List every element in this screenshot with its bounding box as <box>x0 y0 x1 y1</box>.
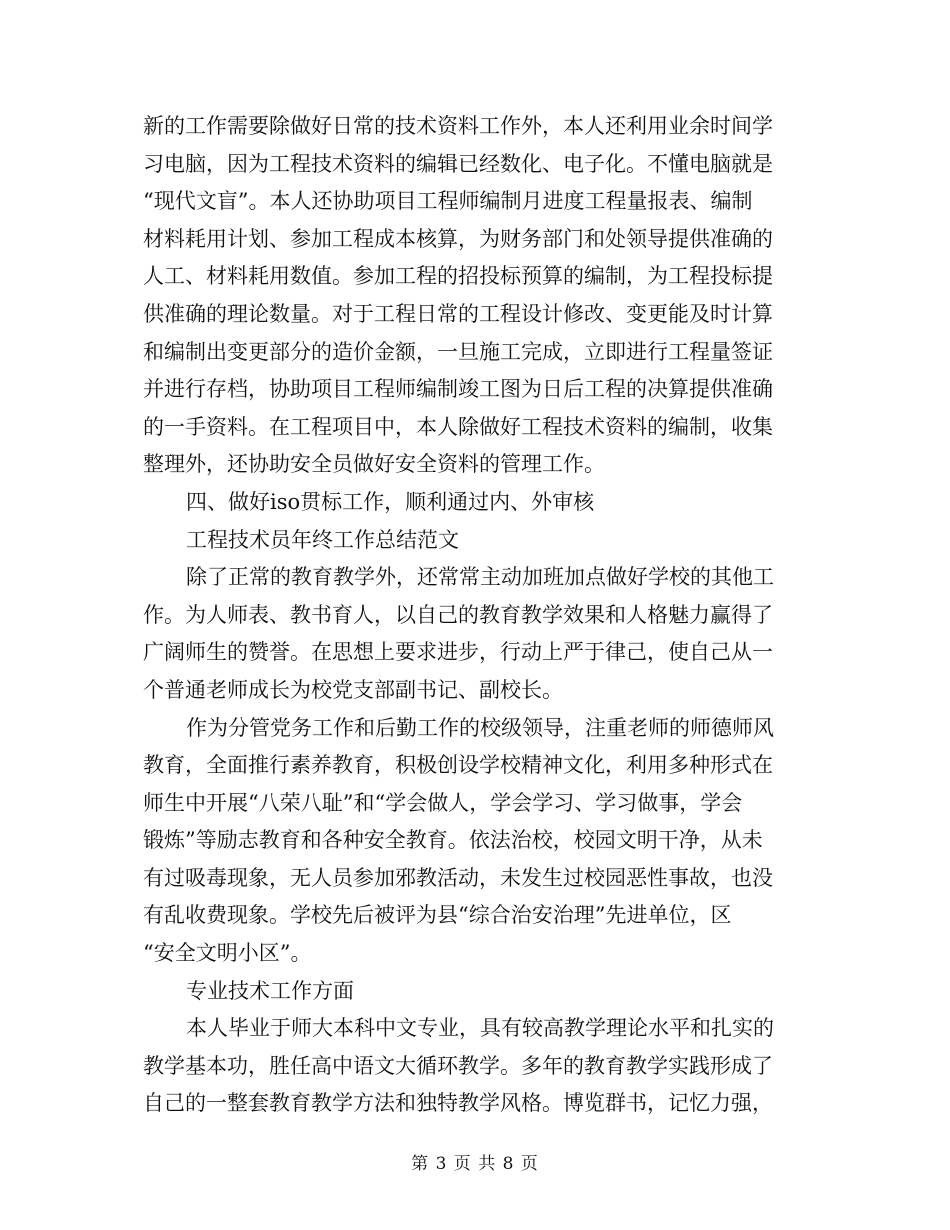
text-line: 专业技术工作方面 <box>186 978 354 1003</box>
text-line: 材料耗用计划、参加工程成本核算，为财务部门和处领导提供准确的 <box>143 226 773 251</box>
text-line: 师生中开展“八荣八耻”和“学会做人，学会学习、学习做事，学会 <box>143 790 743 815</box>
document-body <box>143 108 803 1123</box>
text-line: 自己的一整套教育教学方法和独特教学风格。博览群书，记忆力强， <box>143 1091 773 1116</box>
text-line: 广阔师生的赞誉。在思想上要求进步，行动上严于律己，使自己从一 <box>143 640 773 665</box>
text-line: 教学基本功，胜任高中语文大循环教学。多年的教育教学实践形成了 <box>143 1053 773 1078</box>
text-line: 四、做好iso贯标工作，顺利通过内、外审核 <box>186 489 595 514</box>
text-line: 并进行存档，协助项目工程师编制竣工图为日后工程的决算提供准确 <box>143 377 773 402</box>
text-line: “现代文盲”。本人还协助项目工程师编制月进度工程量报表、编制 <box>143 189 753 214</box>
text-line: 除了正常的教育教学外，还常常主动加班加点做好学校的其他工 <box>186 565 774 590</box>
text-line: 工程技术员年终工作总结范文 <box>186 527 459 552</box>
text-line: 个普通老师成长为校党支部副书记、副校长。 <box>143 677 563 702</box>
page-footer: 第 3 页 共 8 页 <box>411 1154 539 1174</box>
text-line: 人工、材料耗用数值。参加工程的招投标预算的编制，为工程投标提 <box>143 264 773 289</box>
text-line: 本人毕业于师大本科中文专业，具有较高教学理论水平和扎实的 <box>186 1016 774 1041</box>
text-line: “安全文明小区”。 <box>143 941 312 966</box>
text-line: 和编制出变更部分的造价金额，一旦施工完成，立即进行工程量签证 <box>143 339 773 364</box>
text-line: 有乱收费现象。学校先后被评为县“综合治安治理”先进单位，区 <box>143 903 732 928</box>
text-line: 作为分管党务工作和后勤工作的校级领导，注重老师的师德师风 <box>186 715 774 740</box>
text-line: 供准确的理论数量。对于工程日常的工程设计修改、变更能及时计算 <box>143 301 773 326</box>
text-line: 教育，全面推行素养教育，积极创设学校精神文化，利用多种形式在 <box>143 753 773 778</box>
text-line: 习电脑，因为工程技术资料的编辑已经数化、电子化。不懂电脑就是 <box>143 151 773 176</box>
text-line: 新的工作需要除做好日常的技术资料工作外，本人还利用业余时间学 <box>143 114 773 138</box>
text-line: 锻炼”等励志教育和各种安全教育。依法治校，校园文明干净，从未 <box>143 828 763 853</box>
text-line: 作。为人师表、教书育人，以自己的教育教学效果和人格魅力赢得了 <box>143 602 773 627</box>
text-line: 有过吸毒现象，无人员参加邪教活动，未发生过校园恶性事故，也没 <box>143 865 773 890</box>
text-line: 整理外，还协助安全员做好安全资料的管理工作。 <box>143 452 605 477</box>
text-line: 的一手资料。在工程项目中，本人除做好工程技术资料的编制，收集 <box>143 414 773 439</box>
